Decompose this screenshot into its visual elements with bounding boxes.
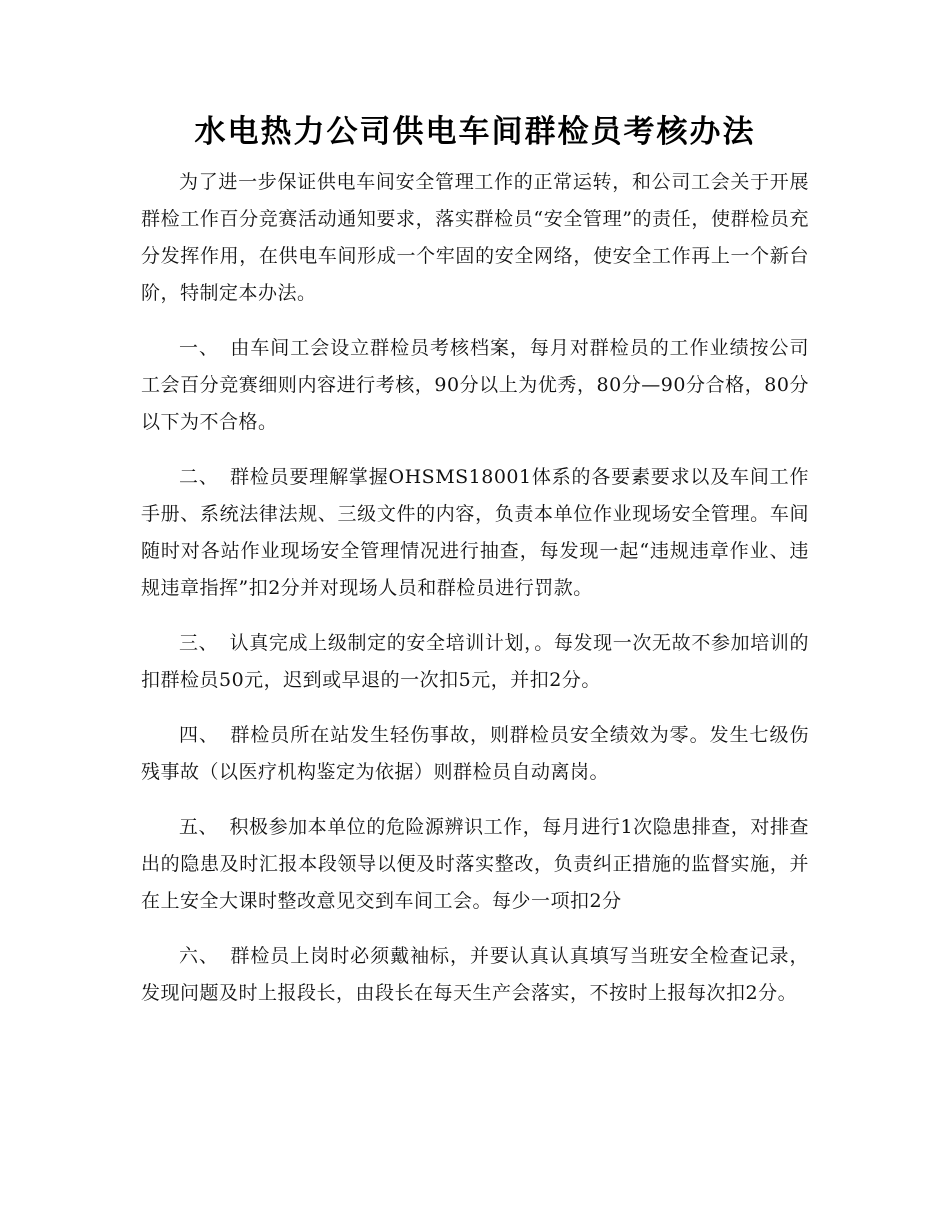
- document-body: [141, 164, 809, 1030]
- clause-6: [141, 938, 809, 1012]
- clause-3: [141, 625, 809, 699]
- clause-text: 群检员要理解掌握OHSMS18001体系的各要素要求以及车间工作手册、系统法律法规、三级文件的内容，负责本单位作业现场安全管理。车间随时对各站作业现场安全管理情况进行抽查，每发现一起“违规违章作业、违规违章指挥”扣2分并对现场人员和群检员进行罚款。: [141, 466, 809, 599]
- clause-number: 一、: [179, 337, 219, 359]
- clause-1: [141, 330, 809, 441]
- clause-text: 群检员上岗时必须戴袖标，并要认真认真填写当班安全检查记录，发现问题及时上报段长，由段长在每天生产会落实，不按时上报每次扣2分。: [141, 945, 809, 1004]
- clause-text: 由车间工会设立群检员考核档案，每月对群检员的工作业绩按公司工会百分竞赛细则内容进行考核，90分以上为优秀，80分—90分合格，80分以下为不合格。: [141, 337, 809, 433]
- clause-number: 四、: [179, 724, 219, 746]
- clause-text: 认真完成上级制定的安全培训计划，。每发现一次无故不参加培训的扣群检员50元，迟到或早退的一次扣5元，并扣2分。: [141, 632, 809, 691]
- clause-text: 群检员所在站发生轻伤事故，则群检员安全绩效为零。发生七级伤残事故（以医疗机构鉴定为依据）则群检员自动离岗。: [141, 724, 809, 783]
- clause-number: 二、: [179, 466, 219, 488]
- clause-2: [141, 459, 809, 607]
- document-title: 水电热力公司供电车间群检员考核办法: [194, 114, 756, 150]
- clause-number: 五、: [179, 816, 219, 838]
- clause-5: [141, 809, 809, 920]
- clause-number: 六、: [179, 945, 219, 967]
- clause-4: [141, 717, 809, 791]
- intro-paragraph: 为了进一步保证供电车间安全管理工作的正常运转，和公司工会关于开展群检工作百分竞赛活动通知要求，落实群检员“安全管理”的责任，使群检员充分发挥作用，在供电车间形成一个牢固的安全网络，使安全工作再上一个新台阶，特制定本办法。: [141, 171, 809, 304]
- clause-text: 积极参加本单位的危险源辨识工作，每月进行1次隐患排查，对排查出的隐患及时汇报本段领导以便及时落实整改，负责纠正措施的监督实施，并在上安全大课时整改意见交到车间工会。每少一项扣2分: [141, 816, 809, 912]
- clause-number: 三、: [179, 632, 219, 654]
